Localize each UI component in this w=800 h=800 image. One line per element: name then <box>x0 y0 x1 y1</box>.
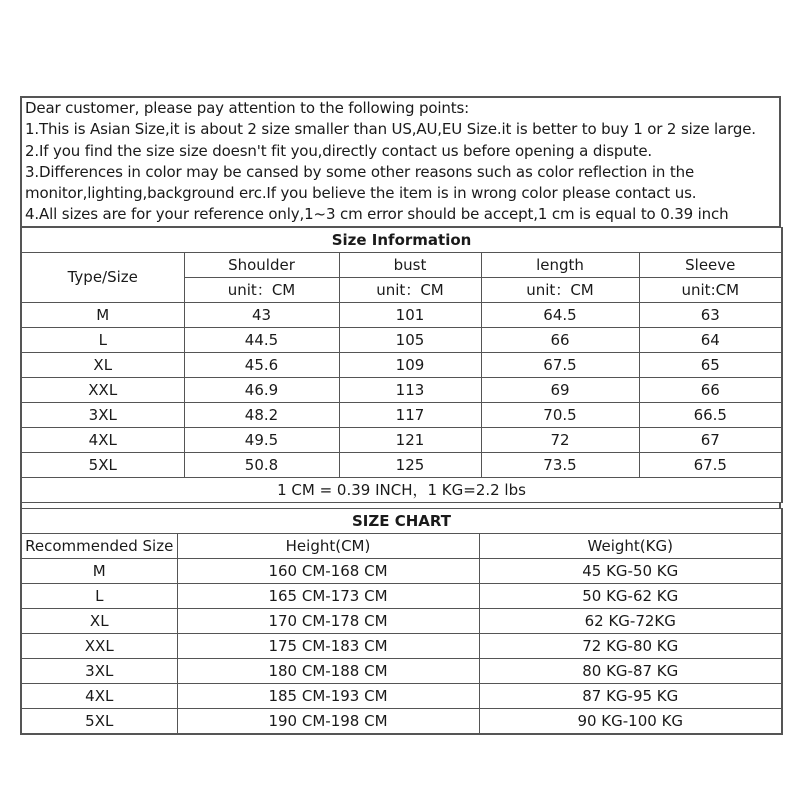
size-chart-title: SIZE CHART <box>21 508 782 533</box>
size-label-cell: 5XL <box>21 708 177 734</box>
table-cell: 180 CM-188 CM <box>177 658 479 683</box>
table-row <box>21 327 782 352</box>
table-cell: 48.2 <box>184 402 339 427</box>
unit-label: unit：CM <box>339 277 481 302</box>
table-cell: 63 <box>639 302 782 327</box>
table-row <box>21 658 782 683</box>
size-label-cell: XXL <box>21 377 184 402</box>
unit-label: unit:CM <box>639 277 782 302</box>
column-header: Recommended Size <box>21 533 177 558</box>
size-label-cell: 3XL <box>21 658 177 683</box>
size-information-title: Size Information <box>21 227 782 252</box>
note-line: 3.Differences in color may be cansed by some other reasons such as color reflection in the <box>25 162 695 181</box>
table-cell: 66.5 <box>639 402 782 427</box>
table-row <box>21 452 782 477</box>
table-cell: 46.9 <box>184 377 339 402</box>
size-label-cell: XXL <box>21 633 177 658</box>
table-row <box>21 558 782 583</box>
table-cell: 66 <box>481 327 639 352</box>
table-row <box>21 683 782 708</box>
table-row <box>21 352 782 377</box>
table-cell: 64.5 <box>481 302 639 327</box>
table-cell: 160 CM-168 CM <box>177 558 479 583</box>
column-header: length <box>481 252 639 277</box>
table-row <box>21 583 782 608</box>
table-row <box>21 302 782 327</box>
conversion-note: 1 CM = 0.39 INCH，1 KG=2.2 lbs <box>21 477 782 502</box>
unit-label: unit：CM <box>184 277 339 302</box>
table-cell: 45 KG-50 KG <box>479 558 782 583</box>
table-cell: 43 <box>184 302 339 327</box>
table-cell: 50 KG-62 KG <box>479 583 782 608</box>
table-cell: 90 KG-100 KG <box>479 708 782 734</box>
size-label-cell: 5XL <box>21 452 184 477</box>
size-label-cell: L <box>21 583 177 608</box>
unit-label: unit：CM <box>481 277 639 302</box>
size-label-cell: 3XL <box>21 402 184 427</box>
table-cell: 185 CM-193 CM <box>177 683 479 708</box>
table-cell: 62 KG-72KG <box>479 608 782 633</box>
table-cell: 69 <box>481 377 639 402</box>
table-row <box>21 633 782 658</box>
table-cell: 49.5 <box>184 427 339 452</box>
size-chart-rows <box>21 558 782 734</box>
table-cell: 72 KG-80 KG <box>479 633 782 658</box>
size-label-cell: XL <box>21 352 184 377</box>
table-cell: 73.5 <box>481 452 639 477</box>
table-cell: 165 CM-173 CM <box>177 583 479 608</box>
table-cell: 44.5 <box>184 327 339 352</box>
size-label-cell: M <box>21 302 184 327</box>
size-chart-table <box>20 508 783 735</box>
table-cell: 125 <box>339 452 481 477</box>
table-cell: 67.5 <box>481 352 639 377</box>
table-cell: 109 <box>339 352 481 377</box>
note-line: Dear customer, please pay attention to the following points: <box>25 99 470 117</box>
table-cell: 170 CM-178 CM <box>177 608 479 633</box>
column-header: Shoulder <box>184 252 339 277</box>
table-cell: 87 KG-95 KG <box>479 683 782 708</box>
table-row <box>21 427 782 452</box>
table-row <box>21 708 782 734</box>
size-label-cell: L <box>21 327 184 352</box>
customer-notes <box>20 96 781 227</box>
table-row <box>21 608 782 633</box>
table-cell: 80 KG-87 KG <box>479 658 782 683</box>
size-label-cell: 4XL <box>21 683 177 708</box>
size-information-rows <box>21 302 782 477</box>
table-cell: 67.5 <box>639 452 782 477</box>
size-sheet <box>20 96 781 735</box>
column-header: Height(CM) <box>177 533 479 558</box>
table-cell: 45.6 <box>184 352 339 377</box>
column-header: Weight(KG) <box>479 533 782 558</box>
table-cell: 66 <box>639 377 782 402</box>
table-cell: 50.8 <box>184 452 339 477</box>
table-cell: 67 <box>639 427 782 452</box>
table-cell: 64 <box>639 327 782 352</box>
size-label-cell: XL <box>21 608 177 633</box>
table-cell: 105 <box>339 327 481 352</box>
size-label-cell: M <box>21 558 177 583</box>
table-cell: 190 CM-198 CM <box>177 708 479 734</box>
note-line: 2.If you find the size size doesn't fit you,directly contact us before opening a dispute. <box>25 141 653 160</box>
table-cell: 65 <box>639 352 782 377</box>
table-cell: 121 <box>339 427 481 452</box>
table-cell: 101 <box>339 302 481 327</box>
type-size-header: Type/Size <box>21 252 184 302</box>
column-header: bust <box>339 252 481 277</box>
table-cell: 70.5 <box>481 402 639 427</box>
table-cell: 117 <box>339 402 481 427</box>
note-line: 1.This is Asian Size,it is about 2 size smaller than US,AU,EU Size.it is better to buy 1 or 2 size large. <box>25 120 756 139</box>
column-header: Sleeve <box>639 252 782 277</box>
table-row <box>21 402 782 427</box>
table-cell: 72 <box>481 427 639 452</box>
table-cell: 113 <box>339 377 481 402</box>
size-label-cell: 4XL <box>21 427 184 452</box>
note-line: 4.All sizes are for your reference only,1~3 cm error should be accept,1 cm is equal to 0.39 inch <box>25 205 729 224</box>
size-information-table <box>20 227 783 503</box>
table-cell: 175 CM-183 CM <box>177 633 479 658</box>
note-line: monitor,lighting,background erc.If you believe the item is in wrong color please contact us. <box>25 184 697 203</box>
table-row <box>21 377 782 402</box>
